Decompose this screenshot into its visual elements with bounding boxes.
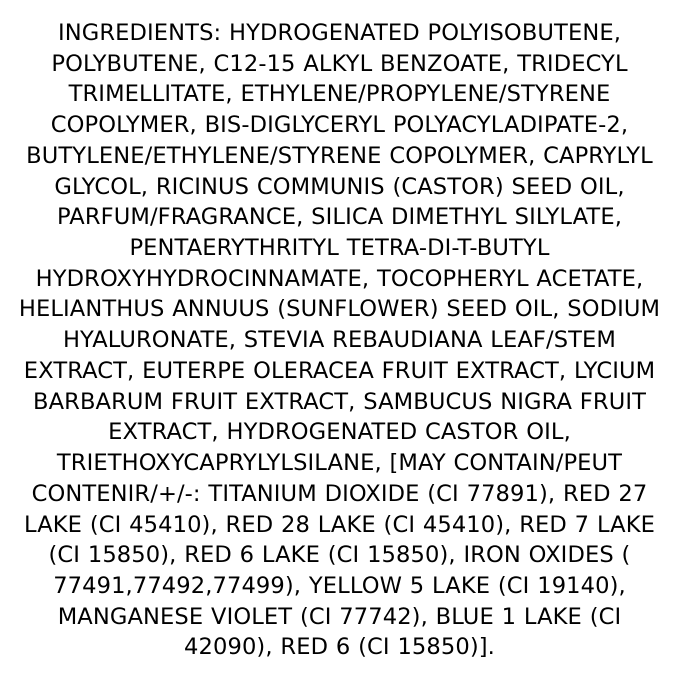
ingredients-text: INGREDIENTS: HYDROGENATED POLYISOBUTENE, POLYBUTENE, C12-15 ALKYL BENZOATE, TRIDECYL TRIMELLITATE, ETHYLENE/PROPYLENE/STYRENE COPOLYMER, BIS-DIGLYCERYL POLYACYLADIPATE-2, BUTYLENE/ETHYLENE/STYRENE COPOLYMER, CAPRYLYL GLYCOL, RICINUS COMMUNIS (CASTOR) SEED OIL, PARFUM/FRAGRANCE, SILICA DIMETHYL SILYLATE, PENTAERYTHRITYL TETRA-DI-T-BUTYL HYDROXYHYDROCINNAMATE, TOCOPHERYL ACETATE, HELIANTHUS ANNUUS (SUNFLOWER) SEED OIL, SODIUM HYALURONATE, STEVIA REBAUDIANA LEAF/STEM EXTRACT, EUTERPE OLERACEA FRUIT EXTRACT, LYCIUM BARBARUM FRUIT EXTRACT, SAMBUCUS NIGRA FRUIT EXTRACT, HYDROGENATED CASTOR OIL, TRIETHOXYCAPRYLYLSILANE, [MAY CONTAIN/PEUT CONTENIR/+/-: TITANIUM DIOXIDE (CI 77891), RED 27 LAKE (CI 45410), RED 28 LAKE (CI 45410), RED 7 LAKE (CI 15850), RED 6 LAKE (CI 15850), IRON OXIDES ( 77491,77492,77499), YELLOW 5 LAKE (CI 19140), MANGANESE VIOLET (CI 77742), BLUE 1 LAKE (CI 42090), RED 6 (CI 15850)]. — [18, 20, 668, 661]
